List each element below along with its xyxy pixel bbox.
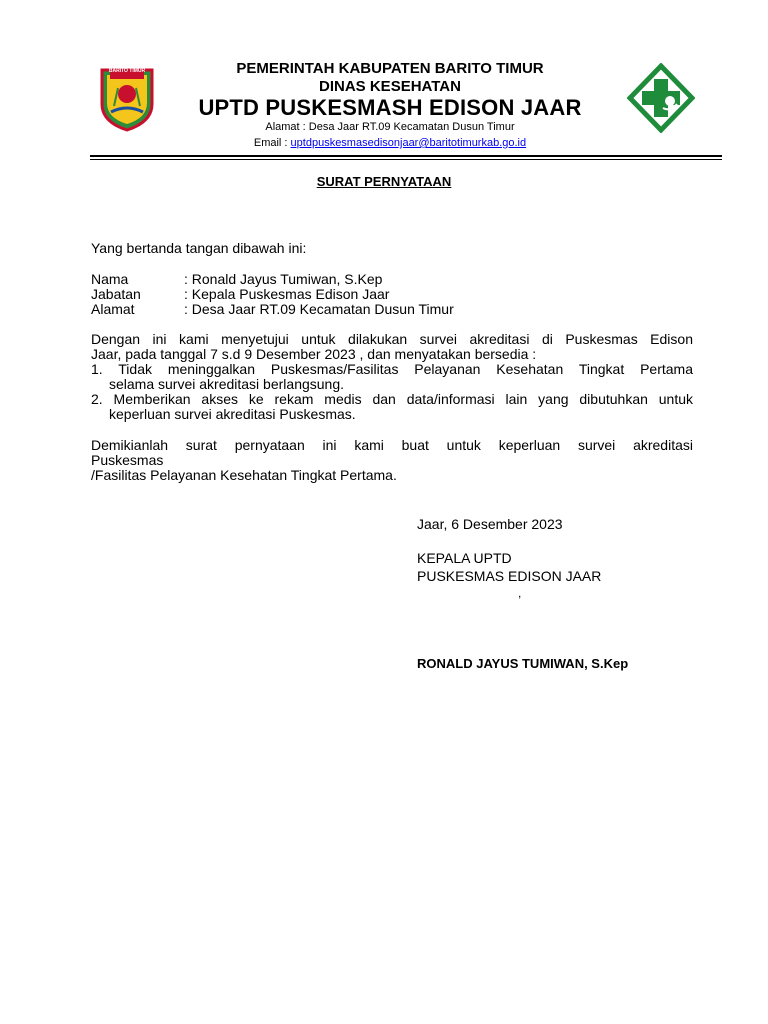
body-paragraph-line-1: Dengan ini kami menyetujui untuk dilakukan survei akreditasi di Puskesmas Edison <box>91 331 693 347</box>
emblem-banner-text: BARITO TIMUR <box>108 68 146 74</box>
field-label-alamat: Alamat <box>91 301 135 317</box>
field-value-nama: : Ronald Jayus Tumiwan, S.Kep <box>184 271 383 287</box>
intro-text: Yang bertanda tangan dibawah ini: <box>91 240 307 256</box>
email-link[interactable]: uptdpuskesmasedisonjaar@baritotimurkab.go.id <box>290 137 527 149</box>
body-paragraph-line-2: Jaar, pada tanggal 7 s.d 9 Desember 2023 , dan menyatakan bersedia : <box>91 346 537 362</box>
header-rule-thin <box>90 159 722 160</box>
closing-line-3: /Fasilitas Pelayanan Kesehatan Tingkat Pertama. <box>91 467 397 483</box>
government-heading: PEMERINTAH KABUPATEN BARITO TIMUR <box>236 60 544 77</box>
list-item-1-line-1: 1. Tidak meninggalkan Puskesmas/Fasilitas Pelayanan Kesehatan Tingkat Pertama <box>91 361 693 377</box>
field-value-alamat: : Desa Jaar RT.09 Kecamatan Dusun Timur <box>184 301 454 317</box>
field-label-jabatan: Jabatan <box>91 286 141 302</box>
field-label-nama: Nama <box>91 271 129 287</box>
signatory-name: RONALD JAYUS TUMIWAN, S.Kep <box>417 656 629 671</box>
closing-line-1: Demikianlah surat pernyataan ini kami buat untuk keperluan survei akreditasi <box>91 437 693 453</box>
email-label: Email : <box>253 137 291 149</box>
signature-comma: , <box>518 586 522 600</box>
field-value-jabatan: : Kepala Puskesmas Edison Jaar <box>184 286 390 302</box>
signatory-position-line-2: PUSKESMAS EDISON JAAR <box>417 568 602 584</box>
document-title: SURAT PERNYATAAN <box>316 174 452 189</box>
closing-line-2: Puskesmas <box>91 452 164 468</box>
list-item-2-line-2: keperluan survei akreditasi Puskesmas. <box>109 406 356 422</box>
list-item-2-line-1: 2. Memberikan akses ke rekam medis dan data/informasi lain yang dibutuhkan untuk <box>91 391 693 407</box>
institution-heading: UPTD PUSKESMASH EDISON JAAR <box>198 95 582 120</box>
signatory-position-line-1: KEPALA UPTD <box>417 550 512 566</box>
list-item-1-line-2: selama survei akreditasi berlangsung. <box>109 376 345 392</box>
department-heading: DINAS KESEHATAN <box>319 78 461 95</box>
email-line <box>160 137 620 149</box>
address-line: Alamat : Desa Jaar RT.09 Kecamatan Dusun Timur <box>265 121 515 133</box>
barito-timur-emblem-icon <box>98 66 156 132</box>
header-rule-thick <box>90 155 722 157</box>
health-cross-logo-icon <box>627 63 695 133</box>
place-date: Jaar, 6 Desember 2023 <box>417 516 563 532</box>
